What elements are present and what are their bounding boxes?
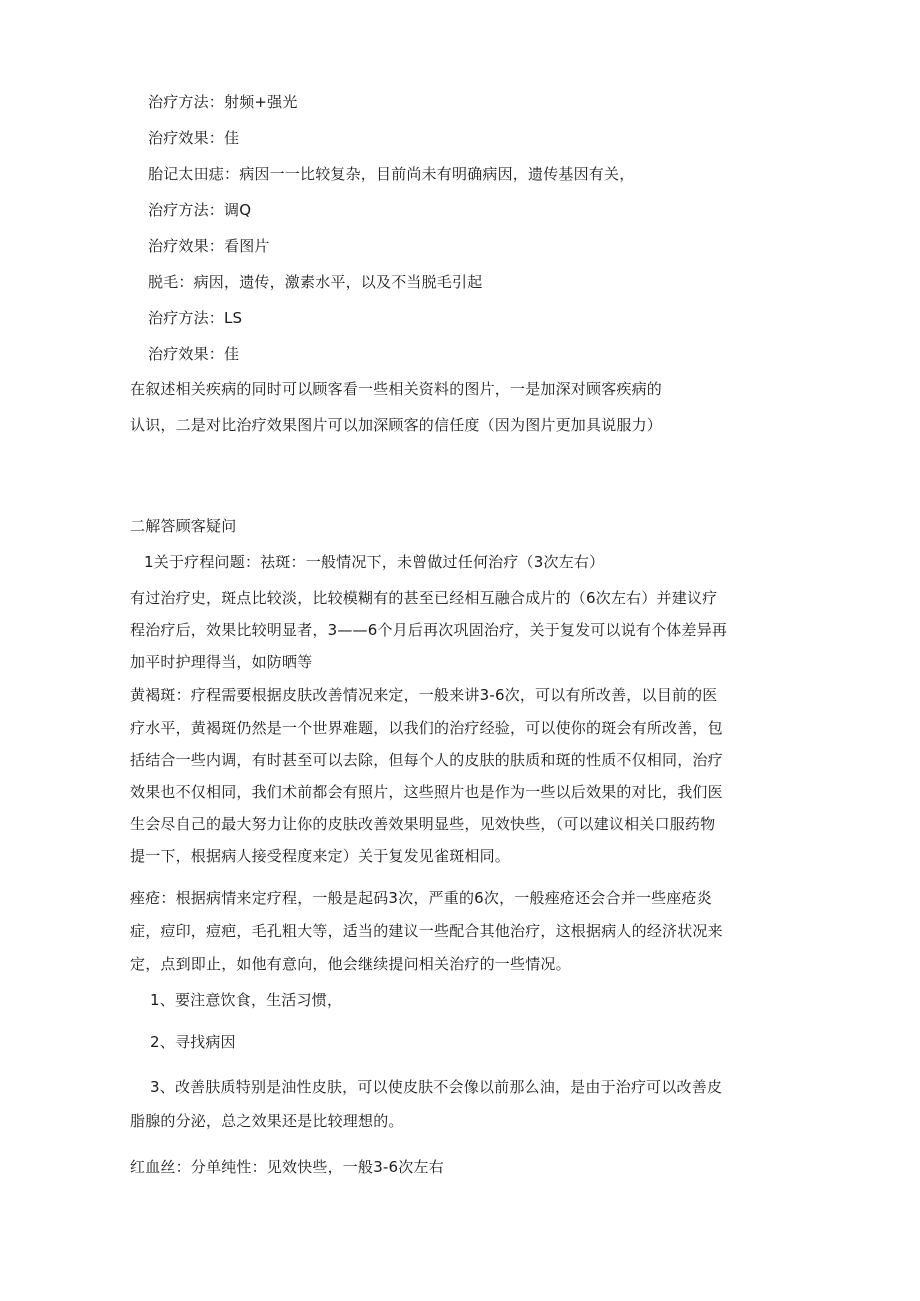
text-line: 疗水平，黄褐斑仍然是一个世界难题，以我们的治疗经验，可以使你的斑会有所改善，包	[130, 719, 723, 737]
text-line: 提一下，根据病人接受程度来定）关于复发见雀斑相同。	[130, 847, 511, 865]
text-line: 治疗效果：佳	[148, 129, 240, 147]
text-line: 效果也不仅相同，我们术前都会有照片，这些照片也是作为一些以后效果的对比，我们医	[130, 783, 723, 801]
list-item: 2、寻找病因	[150, 1033, 236, 1051]
text-line: 治疗效果：佳	[148, 345, 240, 363]
section-heading: 二解答顾客疑问	[130, 517, 237, 535]
text-line: 括结合一些内调，有时甚至可以去除，但每个人的皮肤的肤质和斑的性质不仅相同，治疗	[130, 751, 723, 769]
text-line: 脂腺的分泌，总之效果还是比较理想的。	[130, 1112, 404, 1130]
text-line: 治疗方法：LS	[148, 309, 243, 327]
text-line: 治疗效果：看图片	[148, 237, 270, 255]
text-line: 在叙述相关疾病的同时可以顾客看一些相关资料的图片，一是加深对顾客疾病的	[130, 380, 663, 398]
text-line: 加平时护理得当，如防晒等	[130, 653, 313, 671]
text-line: 1关于疗程问题：祛斑：一般情况下，未曾做过任何治疗（3次左右）	[144, 553, 605, 571]
list-item: 1、要注意饮食，生活习惯，	[150, 991, 343, 1009]
list-item: 3、改善肤质特别是油性皮肤，可以使皮肤不会像以前那么油，是由于治疗可以改善皮	[150, 1078, 723, 1096]
text-line: 治疗方法：调Q	[148, 201, 252, 219]
text-line: 治疗方法：射频+强光	[148, 93, 298, 111]
text-line: 胎记太田痣：病因一一比较复杂，目前尚未有明确病因，遗传基因有关，	[148, 165, 635, 183]
text-line: 红血丝：分单纯性：见效快些，一般3-6次左右	[130, 1158, 444, 1176]
text-line: 痤疮：根据病情来定疗程，一般是起码3次，严重的6次，一般痤疮还会合并一些座疮炎	[130, 889, 712, 907]
text-line: 生会尽自己的最大努力让你的皮肤改善效果明显些，见效快些，（可以建议相关口服药物	[130, 815, 716, 833]
text-line: 定，点到即止，如他有意向，他会继续提问相关治疗的一些情况。	[130, 955, 571, 973]
text-line: 认识，二是对比治疗效果图片可以加深顾客的信任度（因为图片更加具说服力）	[130, 416, 663, 434]
text-line: 症，痘印，痘疤，毛孔粗大等，适当的建议一些配合其他治疗，这根据病人的经济状况来	[130, 922, 723, 940]
text-line: 有过治疗史，斑点比较淡，比较模糊有的甚至已经相互融合成片的（6次左右）并建议疗	[130, 589, 718, 607]
text-line: 脱毛：病因，遗传，激素水平，以及不当脱毛引起	[148, 273, 483, 291]
text-line: 黄褐斑：疗程需要根据皮肤改善情况来定，一般来讲3-6次，可以有所改善，以目前的医	[130, 686, 718, 704]
text-line: 程治疗后，效果比较明显者，3——6个月后再次巩固治疗，关于复发可以说有个体差异再	[130, 621, 728, 639]
